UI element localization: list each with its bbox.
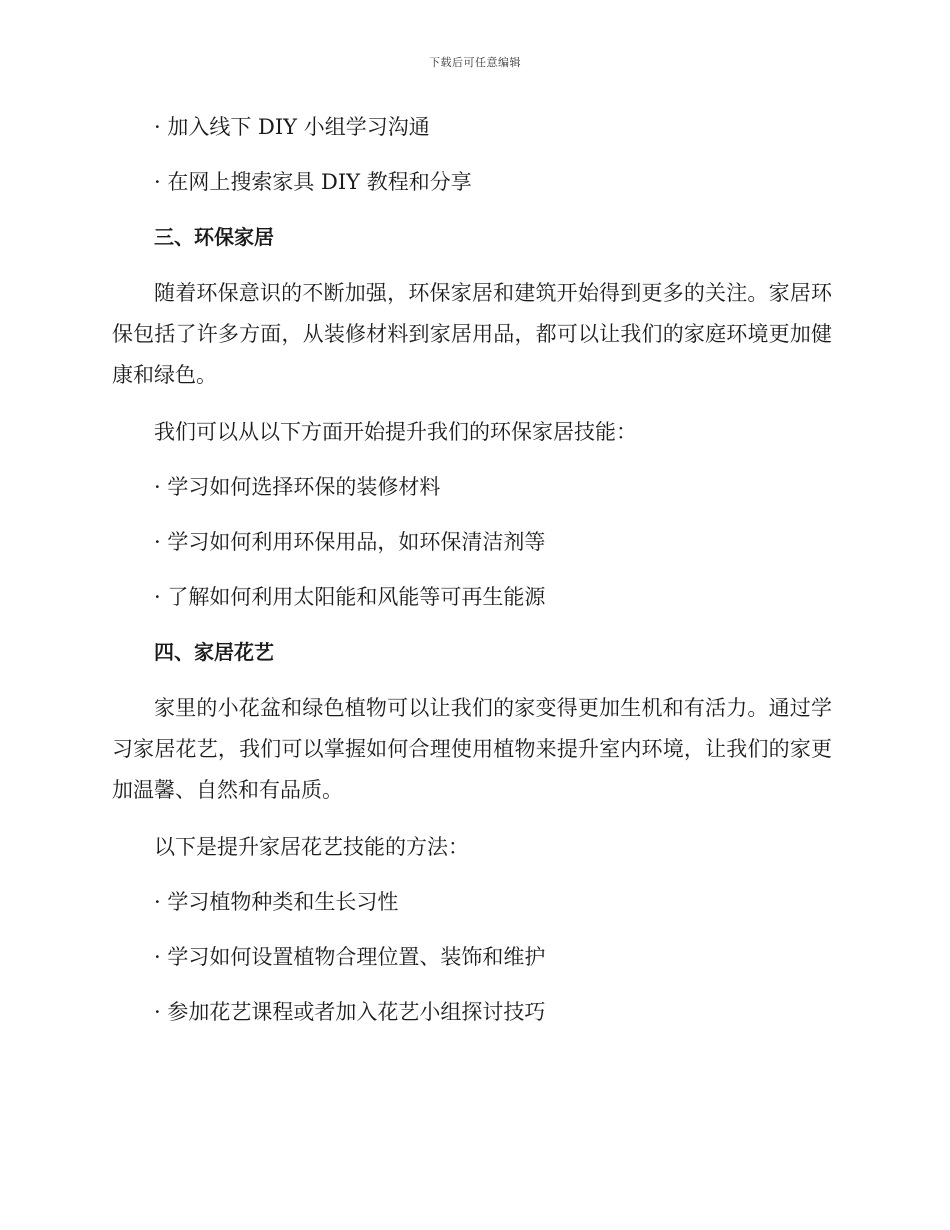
lead-text-eco: 我们可以从以下方面开始提升我们的环保家居技能： (154, 420, 637, 444)
list-item: · 学习植物种类和生长习性 (154, 890, 399, 914)
list-item: · 了解如何利用太阳能和风能等可再生能源 (154, 585, 546, 609)
list-item: · 学习如何选择环保的装修材料 (154, 475, 441, 499)
document-body (112, 108, 832, 1048)
section-heading-floral: 四、家居花艺 (154, 640, 274, 664)
page-header: 下载后可任意编辑 (429, 56, 521, 69)
paragraph-floral: 家里的小花盆和绿色植物可以让我们的家变得更加生机和有活力。通过学习家居花艺，我们可以掌握如何合理使用植物来提升室内环境，让我们的家更加温馨、自然和有品质。 (112, 696, 832, 802)
list-item: · 参加花艺课程或者加入花艺小组探讨技巧 (154, 1000, 546, 1024)
list-item: · 加入线下 DIY 小组学习沟通 (154, 115, 430, 139)
list-item: · 在网上搜索家具 DIY 教程和分享 (154, 170, 472, 194)
list-item: · 学习如何利用环保用品，如环保清洁剂等 (154, 530, 546, 554)
lead-text-floral: 以下是提升家居花艺技能的方法： (154, 835, 469, 859)
list-item: · 学习如何设置植物合理位置、装饰和维护 (154, 945, 546, 969)
paragraph-eco: 随着环保意识的不断加强，环保家居和建筑开始得到更多的关注。家居环保包括了许多方面，从装修材料到家居用品，都可以让我们的家庭环境更加健康和绿色。 (112, 281, 832, 387)
section-heading-eco: 三、环保家居 (154, 225, 274, 249)
